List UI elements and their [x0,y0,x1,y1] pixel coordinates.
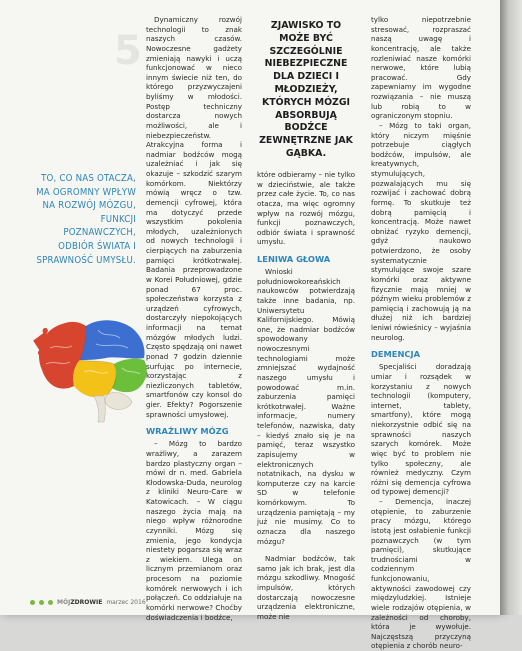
page-footer [30,596,146,608]
brain-puzzle-illustration [28,308,153,428]
footer-dot-icon [39,600,44,605]
heading-leniwa-glowa: LENIWA GŁOWA [257,254,331,264]
heading-demencja: DEMENCJA [371,349,421,360]
magazine-name: MÓJZDROWIE [57,598,103,606]
col3-paragraph-4: – Demencja, inaczej otępienie, to zaburzenie pracy mózgu, którego istotą jest osłabienie funkcji poznawczych (w tym pamięci), skutkujące trudnościami w codziennym funkcjonowaniu, aktywności zawodowej czy międzyludzkiej. Istnieje wiele rodzajów otępienia, w zależności od choroby, która je wywołuje. Najczęstszą przyczyną otępienia z chorób neuro- [371,497,471,651]
column-2 [257,170,355,622]
page-number: 5 [114,28,142,74]
brain-occipital-lobe [112,359,147,392]
col3-paragraph-1: tylko niepotrzebnie stresować, rozpraszać naszą uwagę i koncentrację, ale także rozleniwiać nasze komórki nerwowe, które lubią pracować. Gdy zapewniamy im wygodne rozwiązania – nie muszą lub robią to w ograniczonym stopniu. [371,15,471,121]
brain-cerebellum [105,392,132,409]
column-3 [371,15,471,651]
col2-paragraph-1: które odbieramy – nie tylko w dzieciństwie, ale także przez całe życie. To, co nas otacza, ma więc ogromny wpływ na rozwój mózgu, funkcji poznawczych, odbiór świata i sprawność umysłu. [257,170,355,247]
col3-paragraph-2: – Mózg to taki organ, który niczym mięśnie potrzebuje ciągłych bodźców, impulsów, ale kreatywnych, stymulujących, pozwalających mu się rozwijać i zachować dobrą formę. To skutkuje też dobrą pamięcią i koncentracją. Może nawet obniżać ryzyko demencji, gdyż naukowo potwierdzono, że osoby systematycznie stymulujące swoje szare komórki oraz aktywne fizycznie mają mniej w późnym wieku problemów z pamięcią i zachowują ją na dłużej niż ich bardziej leniwi rówieśnicy – wyjaśnia neurolog. [371,120,471,342]
brain-stem [94,396,106,422]
col2-paragraph-2: Wnioski południowokoreańskich naukowców potwierdzają także inne badania, np. Uniwersytetu Kalifornijskiego. Mówią one, że nadmiar bodźców spowodowany nowoczesnymi technologiami może zmniejszać wydajność naszego umysłu i powodować m.in. zaburzenia pamięci krótkotrwałej. Ważne informacje, numery telefonów, nazwiska, daty – kiedyś znało się je na pamięć, teraz wszystko zapisujemy w elektronicznych notatnikach, na dysku w komputerze czy na karcie SD w telefonie komórkowym. To urządzenia pamiętają – my już nie musimy. Co to oznacza dla naszego mózgu? [257,267,355,546]
col1-paragraph-1: Dynamiczny rozwój technologii to znak naszych czasów. Nowoczesne gadżety zmieniają nawyki i uczą funkcjonować w nieco innym świecie niż ten, do którego przyzwyczajeni byliśmy w młodości. Postęp techniczny dostarcza nowych możliwości, ale i niebezpieczeństw. Atrakcyjna forma i nadmiar bodźców mogą uzależniać i jak się okazuje – szkodzić szarym komórkom. Niektórzy mówią wręcz o tzw. demencji cyfrowej, która ma dotyczyć przede wszystkim pokolenia młodych, uzależnionych od nowych technologii i cierpiących na zaburzenia pamięci krótkotrwałej. Badania przeprowadzone w Korei Południowej, gdzie ponad 67 proc. społeczeństwa korzysta z urządzeń cyfrowych, dostarczyły niepokojących informacji na temat mózgów młodych ludzi. Często spędzają oni nawet ponad 7 godzin dziennie surfując po internecie, korzystając z niezliczonych tabletów, smartfonów czy konsol do gier. Efekty? Pogorszenie sprawności umysłowej. [146,15,242,419]
col2-paragraph-3: Nadmiar bodźców, tak samo jak ich brak, jest dla mózgu szkodliwy. Mnogość impulsów, których dostarczają nowoczesne urządzenia elektroniczne, może nie [257,554,355,621]
brain-parietal-lobe [80,320,145,360]
facing-page-edge [500,0,522,615]
footer-dot-icon [30,600,35,605]
col3-paragraph-3: Specjaliści doradzają umiar i rozsądek w korzystaniu z nowych technologii (komputery, internet, tablety, smartfony), które mogą niekorzystnie odbić się na sprawności naszych szarych komórek. Może więc być to problem nie tylko społeczny, ale również medyczny. Czym różni się demencja cyfrowa od typowej demencji? [371,362,471,497]
highlight-quote: ZJAWISKO TO MOŻE BYĆ SZCZEGÓLNIE NIEBEZPIECZNE DLA DZIECI I MŁODZIEŻY, KTÓRYCH MÓZGI ABSORBUJĄ BODŹCE ZEWNĘTRZNE JAK GĄBKA. [259,20,353,159]
col1-paragraph-2: – Mózg to bardzo wrażliwy, a zarazem bardzo plastyczny organ – mówi dr n. med. Gabriela Kłodowska-Duda, neurolog z kliniki Neuro-Care w Katowicach. – W ciągu naszego życia mają na niego wpływ różnorodne czynniki. Mózg się zmienia, jego kondycja niestety pogarsza się wraz z wiekiem. Ulega on licznym przemianom oraz procesom na poziomie komórek nerwowych i ich połączeń. Co oddziałuje na komórki nerwowe? Choćby doświadczenia i bodźce, [146,439,242,622]
heading-wrazliwy-mozg: WRAŻLIWY MÓZG [146,426,229,437]
pull-quote: TO, CO NAS OTACZA, MA OGROMNY WPŁYW NA ROZWÓJ MÓZGU, FUNKCJI POZNAWCZYCH, ODBIÓR ŚWIATA I SPRAWNOŚĆ UMYSŁU. [36,173,136,266]
column-1 [146,15,242,622]
issue-date: marzec 2016 [106,598,146,606]
footer-dot-icon [48,600,53,605]
brain-temporal-lobe [73,360,116,397]
